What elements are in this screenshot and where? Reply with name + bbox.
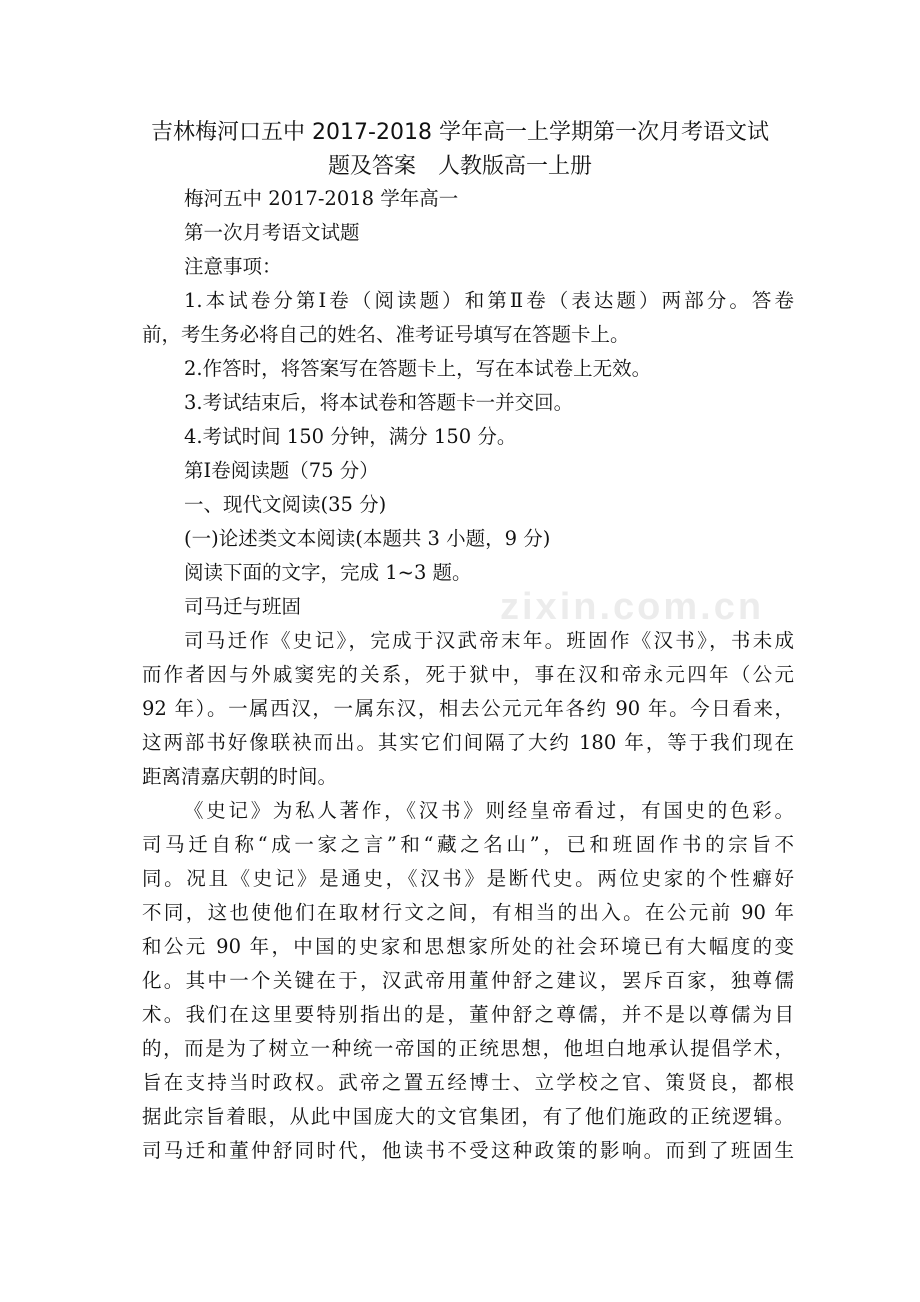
watermark: zixin.com.cn [500,586,765,628]
document-body [142,182,794,1168]
paragraph-1-line-4: 这两部书好像联袂而出。其实它们间隔了大约 180 年，等于我们现在 [142,731,794,754]
paragraph-1-line-5: 距离清嘉庆朝的时间。 [142,765,338,788]
paragraph-2-line-1: 《史记》为私人著作，《汉书》则经皇帝看过，有国史的色彩。 [184,799,794,822]
document-title-line-2: 题及答案 人教版高一上册 [327,154,592,179]
note-4: 4.考试时间 150 分钟，满分 150 分。 [184,425,517,448]
paragraph-2-line-4: 不同，这也使他们在取材行文之间，有相当的出入。在公元前 90 年 [142,901,794,924]
paragraph-2-line-8: 的，而是为了树立一种统一帝国的正统思想，他坦白地承认提倡学术， [142,1037,794,1060]
document-title-line-1: 吉林梅河口五中 2017-2018 学年高一上学期第一次月考语文试 [151,120,769,145]
paragraph-2-line-11: 司马迁和董仲舒同时代，他读书不受这种政策的影响。而到了班固生 [142,1139,794,1162]
paragraph-2-line-10: 据此宗旨着眼，从此中国庞大的文官集团，有了他们施政的正统逻辑。 [142,1105,794,1128]
article-title: 司马迁与班固 [184,595,302,618]
exam-heading: 第一次月考语文试题 [184,221,360,244]
paragraph-2-line-2: 司马迁自称“成一家之言”和“藏之名山”，已和班固作书的宗旨不 [142,833,794,856]
paragraph-2-line-5: 和公元 90 年，中国的史家和思想家所处的社会环境已有大幅度的变 [142,935,794,958]
note-1-line-1: 1.本试卷分第Ⅰ卷（阅读题）和第Ⅱ卷（表达题）两部分。答卷 [184,289,794,312]
paragraph-1-line-1: 司马迁作《史记》，完成于汉武帝末年。班固作《汉书》，书未成 [184,629,794,652]
note-3: 3.考试结束后，将本试卷和答题卡一并交回。 [184,391,574,414]
paragraph-2-line-3: 同。况且《史记》是通史，《汉书》是断代史。两位史家的个性癖好 [142,867,794,890]
paragraph-1-line-2: 而作者因与外戚窦宪的关系，死于狱中，事在汉和帝永元四年（公元 [142,663,794,686]
sub-part-heading: (一)论述类文本阅读(本题共 3 小题，9 分) [184,527,551,550]
paragraph-2-line-6: 化。其中一个关键在于，汉武帝用董仲舒之建议，罢斥百家，独尊儒 [142,969,794,992]
paragraph-2-line-9: 旨在支持当时政权。武帝之置五经博士、立学校之官、策贤良，都根 [142,1071,794,1094]
part-1-heading: 一、现代文阅读(35 分) [184,493,387,516]
paragraph-2-line-7: 术。我们在这里要特别指出的是，董仲舒之尊儒，并不是以尊儒为目 [142,1003,794,1026]
school-heading: 梅河五中 2017-2018 学年高一 [184,187,459,210]
notes-heading: 注意事项： [184,255,282,278]
paragraph-1-line-3: 92 年）。一属西汉，一属东汉，相去公元元年各约 90 年。今日看来， [142,697,794,720]
note-1-line-2: 前，考生务必将自己的姓名、准考证号填写在答题卡上。 [142,323,630,346]
reading-instruction: 阅读下面的文字，完成 1~3 题。 [184,561,472,584]
note-2: 2.作答时，将答案写在答题卡上，写在本试卷上无效。 [184,357,652,380]
section-1-heading: 第Ⅰ卷阅读题（75 分） [184,459,379,482]
